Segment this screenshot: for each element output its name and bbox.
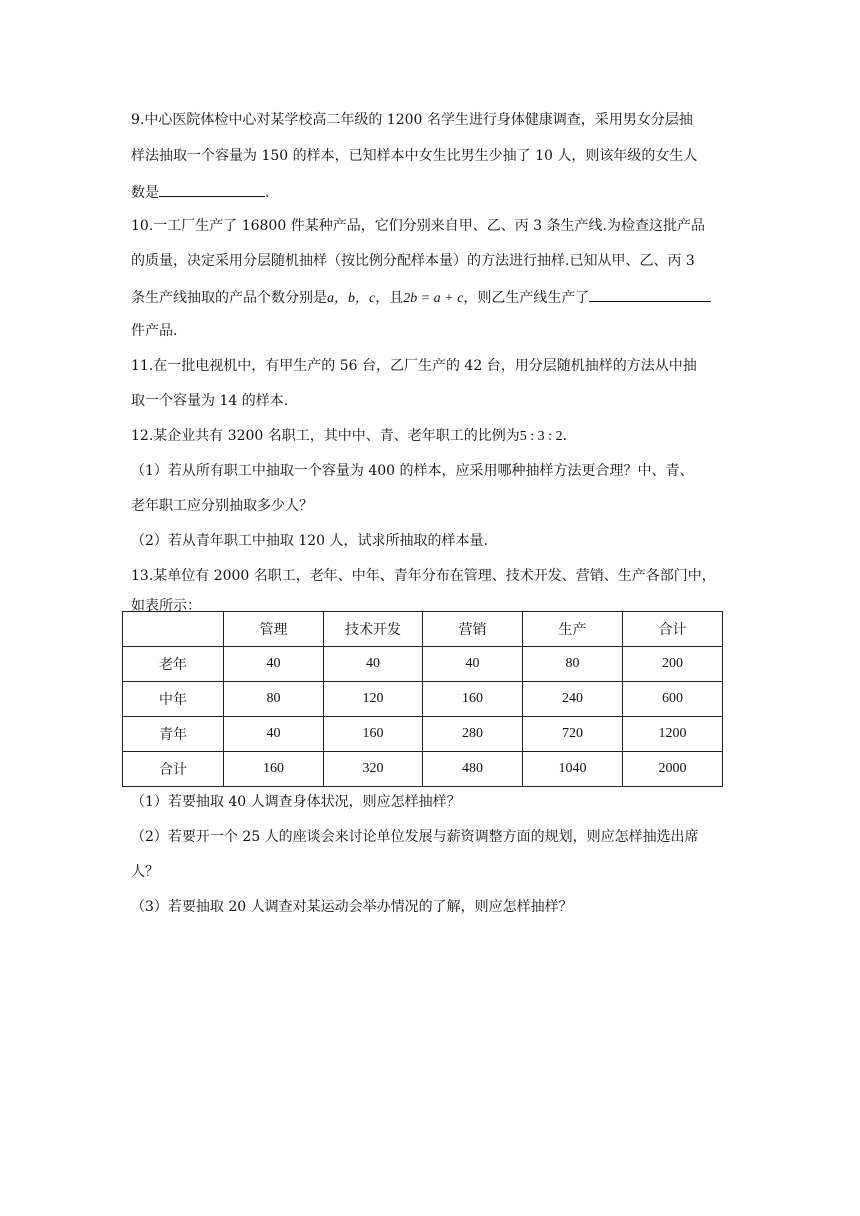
- q10-line-3-mid: ，且: [375, 290, 404, 306]
- table-cell: 1040: [523, 752, 623, 787]
- q10-answer-blank[interactable]: [589, 286, 711, 302]
- q9-line-2: 样法抽取一个容量为 150 的样本，已知样本中女生比男生少抽了 10 人，则该年级的女生人: [131, 148, 698, 164]
- q12-ratio: 5 : 3 : 2: [519, 429, 563, 444]
- q13-line-1: 13.某单位有 2000 名职工，老年、中年、青年分布在管理、技术开发、营销、生产各部门中，: [131, 568, 716, 584]
- q10-line-3-post: ，则乙生产线生产了: [463, 290, 590, 306]
- table-cell: 2000: [623, 752, 723, 787]
- table-header-row: [123, 612, 723, 647]
- table-row-label: 老年: [123, 647, 224, 682]
- table-cell: 240: [523, 682, 623, 717]
- q9-line-3: [131, 181, 269, 203]
- q12-part1-line-2: 老年职工应分别抽取多少人？: [131, 498, 313, 514]
- table-cell: 160: [224, 752, 324, 787]
- q9-answer-blank[interactable]: [159, 181, 265, 197]
- table-cell: 40: [324, 647, 423, 682]
- q13-part1: （1）若要抽取 40 人调查身体状况，则应怎样抽样？: [131, 794, 461, 810]
- q10-line-1: 10.一工厂生产了 16800 件某种产品，它们分别来自甲、乙、丙 3 条生产线.为检查这批产品: [131, 218, 705, 234]
- table-cell: 1200: [623, 717, 723, 752]
- table-header-cell: 营销: [423, 612, 523, 647]
- table-row-label: 中年: [123, 682, 224, 717]
- table-cell: 160: [324, 717, 423, 752]
- q10-variables: a，b，c: [327, 291, 376, 306]
- table-header-cell: 合计: [623, 612, 723, 647]
- q11-line-2: 取一个容量为 14 的样本.: [131, 393, 289, 409]
- table-header-cell: 技术开发: [324, 612, 423, 647]
- table-cell: 40: [224, 717, 324, 752]
- q9-line-3-end: .: [265, 185, 270, 201]
- table-cell: 600: [623, 682, 723, 717]
- table-row: [123, 752, 723, 787]
- q10-line-2: 的质量，决定采用分层随机抽样（按比例分配样本量）的方法进行抽样.已知从甲、乙、丙 3: [131, 253, 695, 269]
- q13-part2-line-1: （2）若要开一个 25 人的座谈会来讨论单位发展与薪资调整方面的规划，则应怎样抽选出席: [131, 829, 699, 845]
- table-cell: 720: [523, 717, 623, 752]
- table-header-cell: [123, 612, 224, 647]
- q12-line-1: [131, 426, 567, 447]
- table-cell: 280: [423, 717, 523, 752]
- q12-part2: （2）若从青年职工中抽取 120 人，试求所抽取的样本量.: [131, 533, 488, 549]
- q10-equation: 2b = a + c: [403, 291, 464, 306]
- q12-line-1-end: .: [562, 428, 568, 444]
- q13-part3: （3）若要抽取 20 人调查对某运动会举办情况的了解，则应怎样抽样？: [131, 899, 573, 915]
- table-cell: 480: [423, 752, 523, 787]
- q9-line-3-text: 数是: [131, 185, 159, 201]
- table-cell: 40: [423, 647, 523, 682]
- table-cell: 160: [423, 682, 523, 717]
- table-row-label: 青年: [123, 717, 224, 752]
- table-row: [123, 647, 723, 682]
- table-row: [123, 717, 723, 752]
- table-row: [123, 682, 723, 717]
- table-header-cell: 生产: [523, 612, 623, 647]
- table-cell: 40: [224, 647, 324, 682]
- q11-line-1: 11.在一批电视机中，有甲生产的 56 台，乙厂生产的 42 台，用分层随机抽样的方法从中抽: [131, 358, 697, 374]
- q13-staff-table: [122, 611, 723, 787]
- table-cell: 200: [623, 647, 723, 682]
- q13-part2-line-2: 人？: [131, 864, 159, 880]
- q10-line-3: [131, 286, 711, 309]
- table-cell: 80: [224, 682, 324, 717]
- q10-line-3-pre: 条生产线抽取的产品个数分别是: [131, 290, 327, 306]
- table-cell: 320: [324, 752, 423, 787]
- q9-line-1: 9.中心医院体检中心对某学校高二年级的 1200 名学生进行身体健康调查，采用男女分层抽: [131, 112, 693, 128]
- q13-line-2: 如表所示：: [131, 598, 201, 614]
- table-cell: 80: [523, 647, 623, 682]
- q12-line-1-pre: 12.某企业共有 3200 名职工，其中中、青、老年职工的比例为: [131, 428, 520, 444]
- q12-part1-line-1: （1）若从所有职工中抽取一个容量为 400 的样本，应采用哪种抽样方法更合理？中、青、: [131, 463, 694, 479]
- table-cell: 120: [324, 682, 423, 717]
- table-row-label: 合计: [123, 752, 224, 787]
- q10-line-4: 件产品.: [131, 323, 178, 339]
- table-header-cell: 管理: [224, 612, 324, 647]
